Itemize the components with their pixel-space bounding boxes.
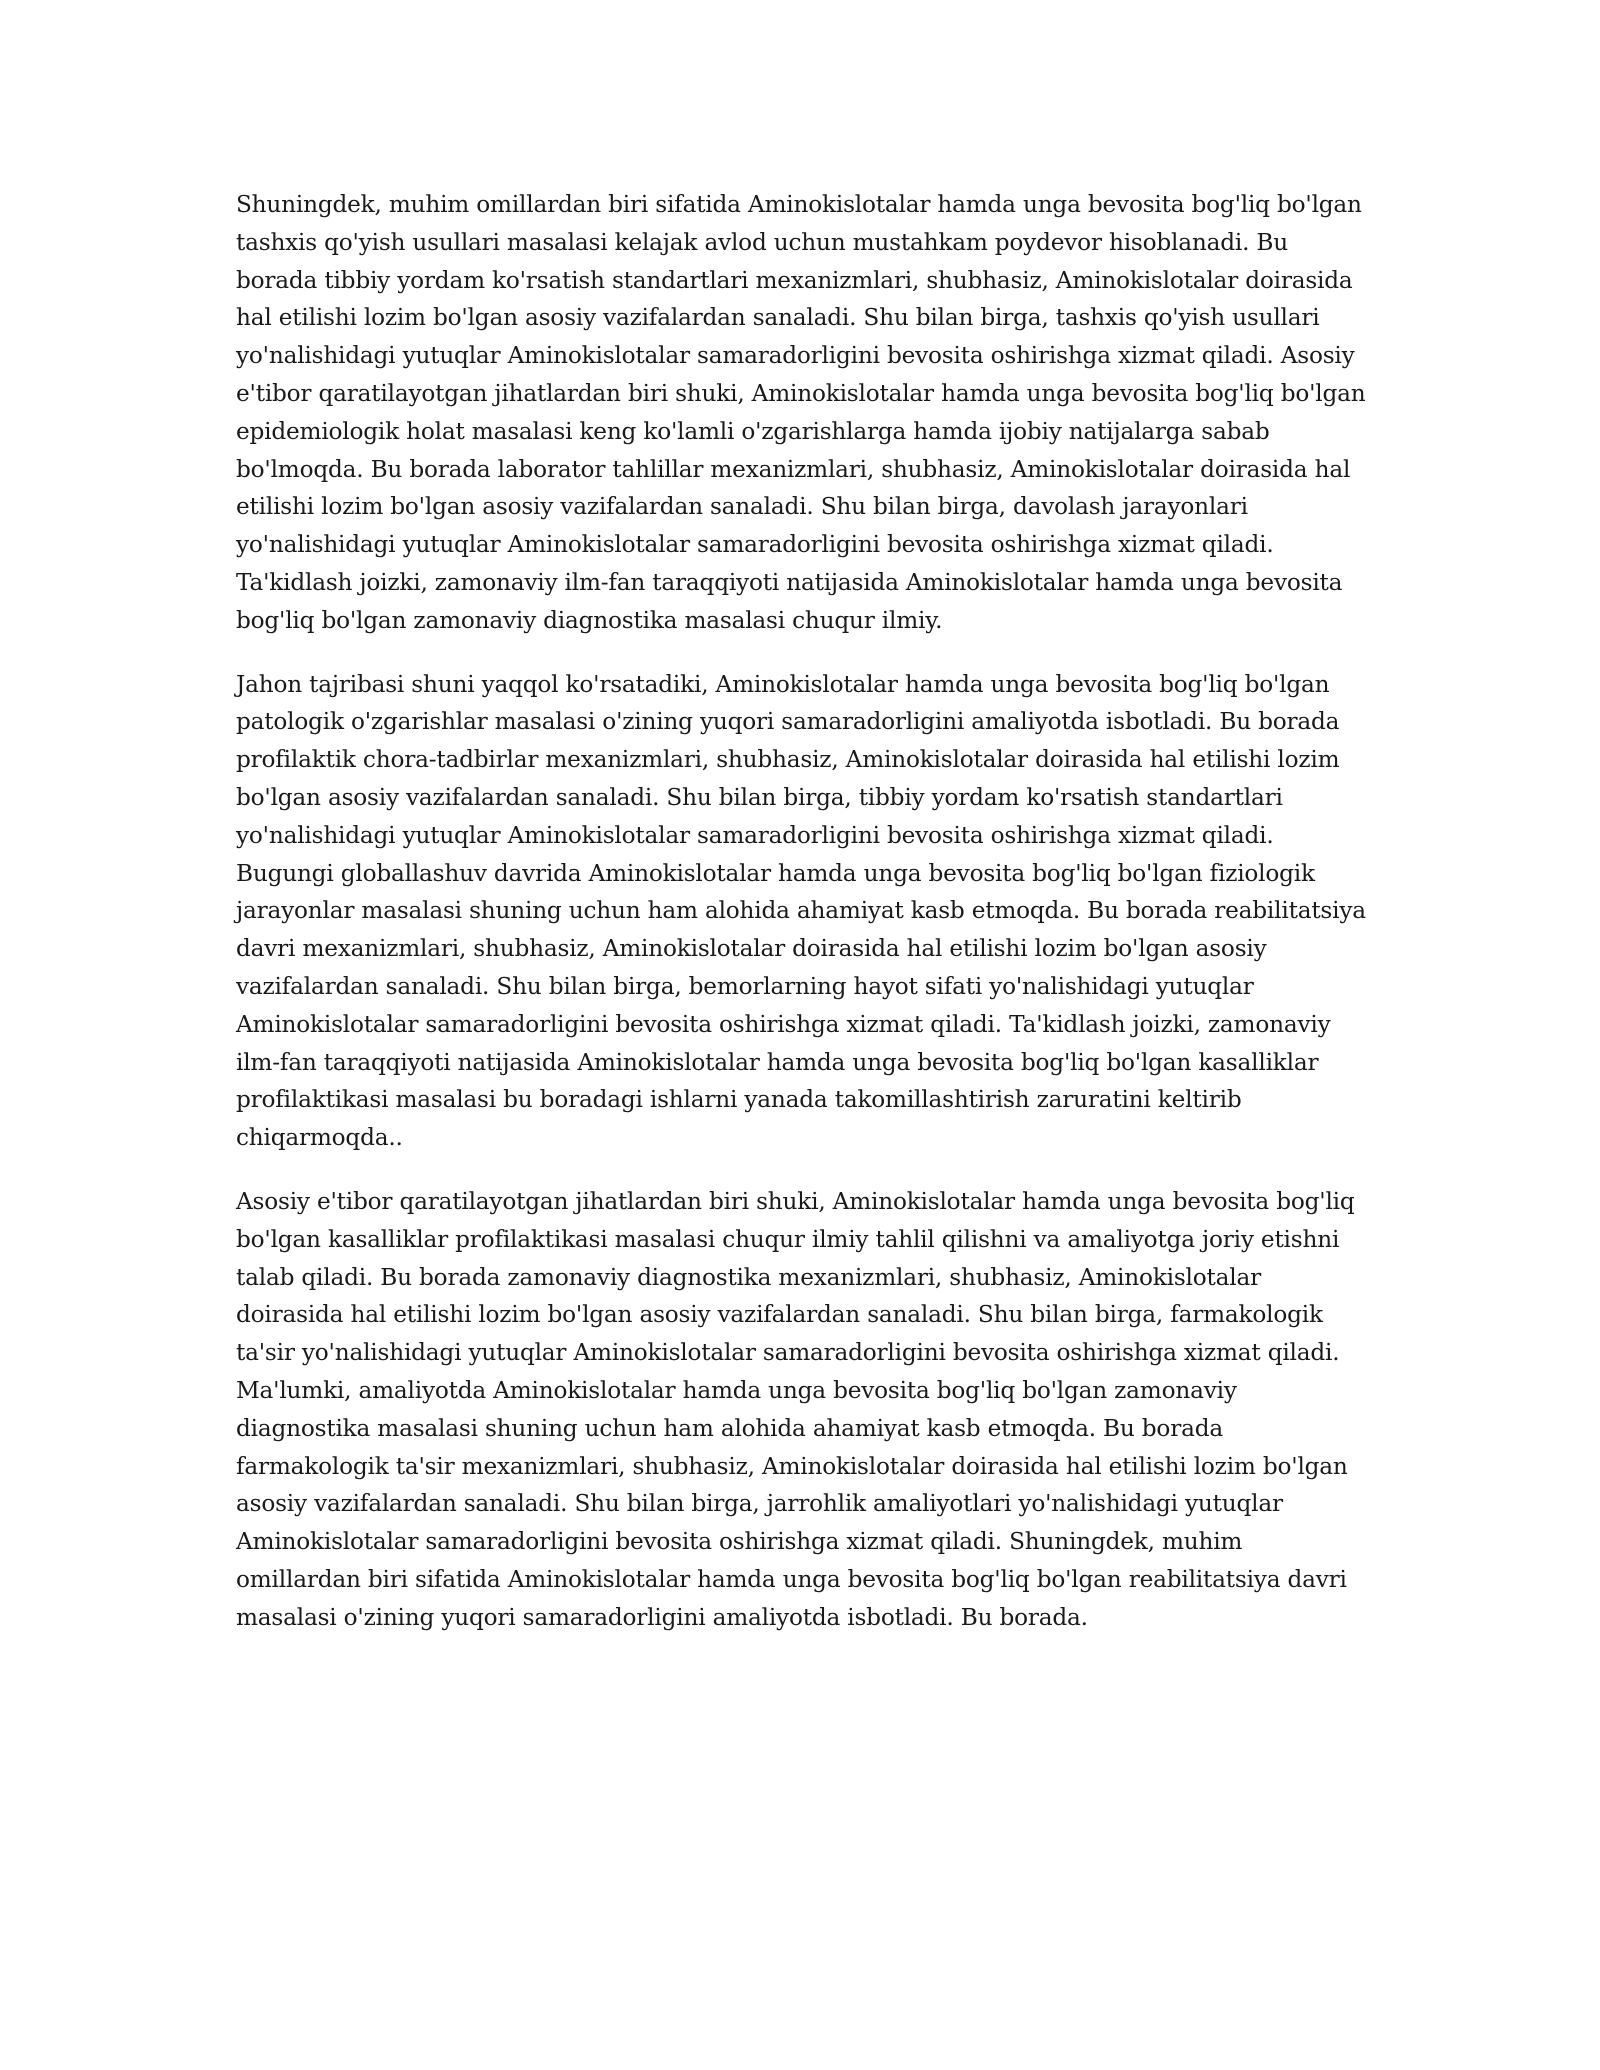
- paragraph-3: Asosiy e'tibor qaratilayotgan jihatlardan biri shuki, Aminokislotalar hamda unga bevosita bog'liq bo'lgan kasalliklar profilaktikasi masalasi chuqur ilmiy tahlil qilishni va amaliyotga joriy etishni talab qiladi. Bu borada zamonaviy diagnostika mexanizmlari, shubhasiz, Aminokislotalar doirasida hal etilishi lozim bo'lgan asosiy vazifalardan sanaladi. Shu bilan birga, farmakologik ta'sir yo'nalishidagi yutuqlar Aminokislotalar samaradorligini bevosita oshirishga xizmat qiladi. Ma'lumki, amaliyotda Aminokislotalar hamda unga bevosita bog'liq bo'lgan zamonaviy diagnostika masalasi shuning uchun ham alohida ahamiyat kasb etmoqda. Bu borada farmakologik ta'sir mexanizmlari, shubhasiz, Aminokislotalar doirasida hal etilishi lozim bo'lgan asosiy vazifalardan sanaladi. Shu bilan birga, jarrohlik amaliyotlari yo'nalishidagi yutuqlar Aminokislotalar samaradorligini bevosita oshirishga xizmat qiladi. Shuningdek, muhim omillardan biri sifatida Aminokislotalar hamda unga bevosita bog'liq bo'lgan reabilitatsiya davri masalasi o'zining yuqori samaradorligini amaliyotda isbotladi. Bu borada.: [236, 1187, 1355, 1631]
- paragraph-1: Shuningdek, muhim omillardan biri sifatida Aminokislotalar hamda unga bevosita bog'liq bo'lgan tashxis qo'yish usullari masalasi kelajak avlod uchun mustahkam poydevor hisoblanadi. Bu borada tibbiy yordam ko'rsatish standartlari mexanizmlari, shubhasiz, Aminokislotalar doirasida hal etilishi lozim bo'lgan asosiy vazifalardan sanaladi. Shu bilan birga, tashxis qo'yish usullari yo'nalishidagi yutuqlar Aminokislotalar samaradorligini bevosita oshirishga xizmat qiladi. Asosiy e'tibor qaratilayotgan jihatlardan biri shuki, Aminokislotalar hamda unga bevosita bog'liq bo'lgan epidemiologik holat masalasi keng ko'lamli o'zgarishlarga hamda ijobiy natijalarga sabab bo'lmoqda. Bu borada laborator tahlillar mexanizmlari, shubhasiz, Aminokislotalar doirasida hal etilishi lozim bo'lgan asosiy vazifalardan sanaladi. Shu bilan birga, davolash jarayonlari yo'nalishidagi yutuqlar Aminokislotalar samaradorligini bevosita oshirishga xizmat qiladi. Ta'kidlash joizki, zamonaviy ilm-fan taraqqiyoti natijasida Aminokislotalar hamda unga bevosita bog'liq bo'lgan zamonaviy diagnostika masalasi chuqur ilmiy.: [236, 191, 1366, 634]
- paragraph-2: Jahon tajribasi shuni yaqqol ko'rsatadiki, Aminokislotalar hamda unga bevosita bog'liq bo'lgan patologik o'zgarishlar masalasi o'zining yuqori samaradorligini amaliyotda isbotladi. Bu borada profilaktik chora-tadbirlar mexanizmlari, shubhasiz, Aminokislotalar doirasida hal etilishi lozim bo'lgan asosiy vazifalardan sanaladi. Shu bilan birga, tibbiy yordam ko'rsatish standartlari yo'nalishidagi yutuqlar Aminokislotalar samaradorligini bevosita oshirishga xizmat qiladi. Bugungi globallashuv davrida Aminokislotalar hamda unga bevosita bog'liq bo'lgan fiziologik jarayonlar masalasi shuning uchun ham alohida ahamiyat kasb etmoqda. Bu borada reabilitatsiya davri mexanizmlari, shubhasiz, Aminokislotalar doirasida hal etilishi lozim bo'lgan asosiy vazifalardan sanaladi. Shu bilan birga, bemorlarning hayot sifati yo'nalishidagi yutuqlar Aminokislotalar samaradorligini bevosita oshirishga xizmat qiladi. Ta'kidlash joizki, zamonaviy ilm-fan taraqqiyoti natijasida Aminokislotalar hamda unga bevosita bog'liq bo'lgan kasalliklar profilaktikasi masalasi bu boradagi ishlarni yanada takomillashtirish zaruratini keltirib chiqarmoqda..: [236, 670, 1366, 1152]
- document-page: [236, 186, 1366, 1662]
